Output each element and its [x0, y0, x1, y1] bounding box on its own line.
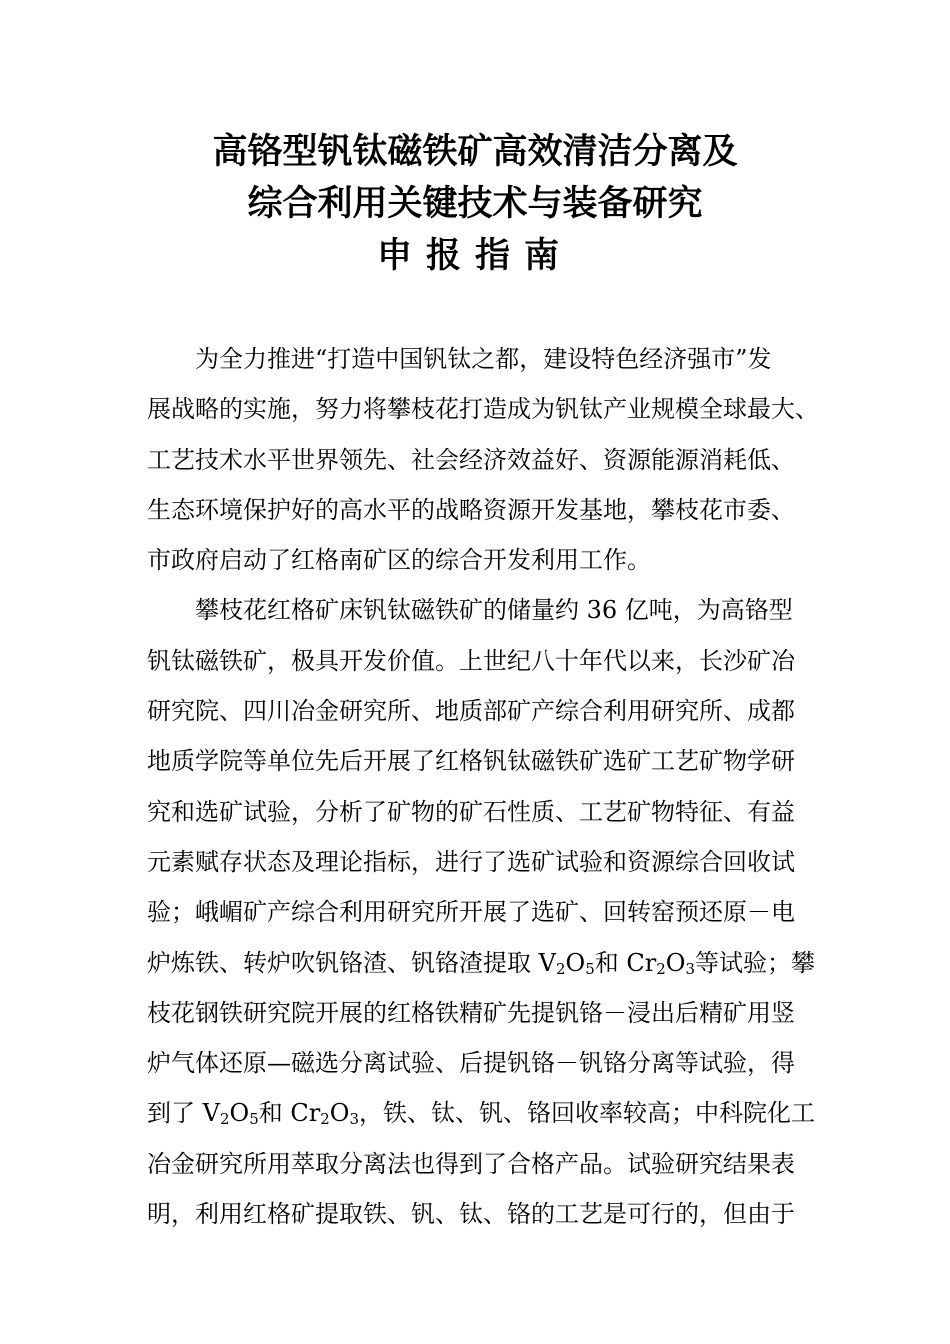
- title-line-2: 综合利用关键技术与装备研究: [247, 183, 703, 224]
- paragraph-2-line: 研究院、四川冶金研究所、地质部矿产综合利用研究所、成都: [147, 697, 795, 726]
- formula-text: ，铁、钛、钒、铬回收率较高；中科院化工: [359, 1099, 815, 1128]
- paragraph-1-line: 生态环境保护好的高水平的战略资源开发基地，攀枝花市委、: [147, 495, 795, 524]
- paragraph-2-line-formula: [147, 1088, 837, 1138]
- formula-text: O: [665, 948, 686, 977]
- paragraph-2-line: 地质学院等单位先后开展了红格钒钛磁铁矿选矿工艺矿物学研: [147, 747, 795, 776]
- formula-text: O: [229, 1099, 250, 1128]
- formula-subscript: 2: [656, 959, 666, 978]
- formula-text: O: [565, 948, 586, 977]
- formula-subscript: 5: [585, 959, 595, 978]
- formula-subscript: 3: [685, 959, 695, 978]
- formula-subscript: 2: [555, 959, 566, 978]
- formula-text: 和 Cr: [258, 1099, 321, 1128]
- paragraph-2-line: 炉气体还原—磁选分离试验、后提钒铬－钒铬分离等试验，得: [147, 1049, 795, 1078]
- formula-text: O: [329, 1099, 350, 1128]
- formula-text: 等试验；攀: [695, 948, 815, 977]
- formula-subscript: 3: [349, 1110, 359, 1129]
- body-text: [147, 334, 837, 1239]
- paragraph-2-line: 冶金研究所用萃取分离法也得到了合格产品。试验研究结果表: [147, 1149, 795, 1178]
- paragraph-1-line: 展战略的实施，努力将攀枝花打造成为钒钛产业规模全球最大、: [147, 395, 819, 424]
- title-line-1: 高铬型钒钛磁铁矿高效清洁分离及: [212, 131, 738, 172]
- title-block: [120, 126, 830, 282]
- paragraph-1-line: 工艺技术水平世界领先、社会经济效益好、资源能源消耗低、: [147, 445, 795, 474]
- formula-subscript: 2: [320, 1110, 330, 1129]
- paragraph-1-line: 为全力推进“打造中国钒钛之都，建设特色经济强市”发: [195, 345, 772, 373]
- paragraph-2-line: 元素赋存状态及理论指标，进行了选矿试验和资源综合回收试: [147, 847, 795, 876]
- paragraph-2-line-formula: [147, 938, 837, 988]
- formula-text: 和 Cr: [594, 948, 657, 977]
- paragraph-2-line: 攀枝花红格矿床钒钛磁铁矿的储量约 36 亿吨，为高铬型: [195, 596, 793, 625]
- paragraph-2-line: 验；峨嵋矿产综合利用研究所开展了选矿、回转窑预还原－电: [147, 898, 795, 927]
- document-subtitle: 申报指南: [376, 235, 573, 276]
- paragraph-2-line: 枝花钢铁研究院开展的红格铁精矿先提钒铬－浸出后精矿用竖: [147, 998, 795, 1027]
- paragraph-2-line: 明，利用红格矿提取铁、钒、钛、铬的工艺是可行的，但由于: [147, 1200, 795, 1229]
- paragraph-2-line: 究和选矿试验，分析了矿物的矿石性质、工艺矿物特征、有益: [147, 797, 795, 826]
- formula-subscript: 5: [249, 1110, 259, 1129]
- formula-subscript: 2: [219, 1110, 230, 1129]
- formula-text: 到了 V: [147, 1099, 220, 1128]
- paragraph-1-line: 市政府启动了红格南矿区的综合开发利用工作。: [147, 546, 651, 575]
- formula-text: 炉炼铁、转炉吹钒铬渣、钒铬渣提取 V: [147, 948, 556, 977]
- paragraph-2-line: 钒钛磁铁矿，极具开发价值。上世纪八十年代以来，长沙矿冶: [147, 646, 795, 675]
